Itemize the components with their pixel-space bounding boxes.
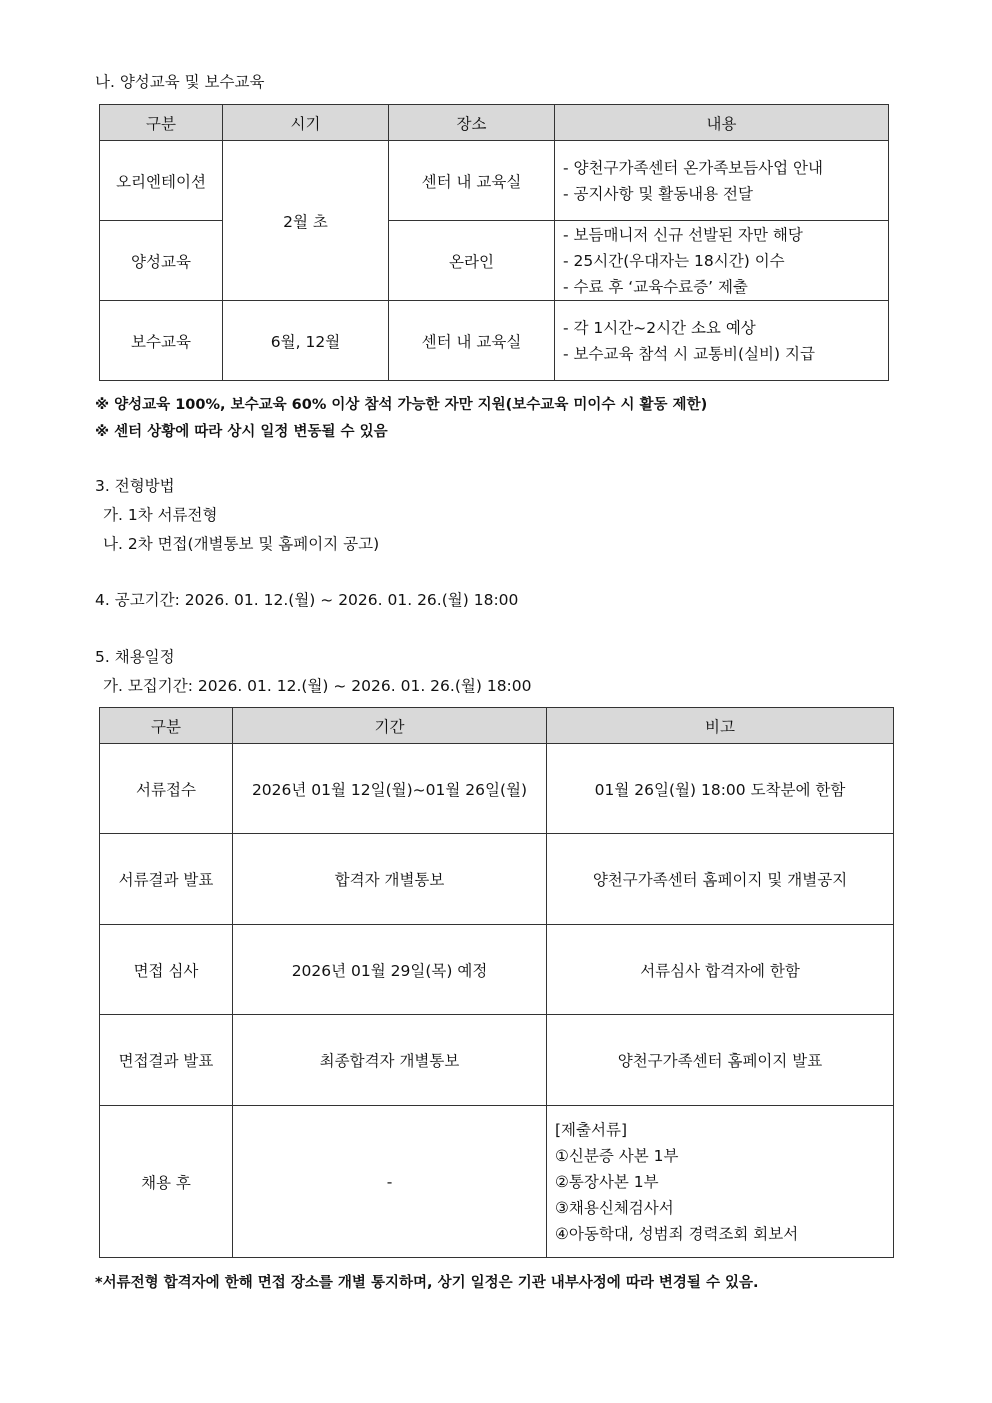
section-title: 4. 공고기간: 2026. 01. 12.(월) ~ 2026. 01. 26.(월) 18:00 [95,591,519,609]
content-line: - 각 1시간~2시간 소요 예상 [563,318,756,337]
place-cell: 온라인 [389,221,555,301]
note-line: ※ 양성교육 100%, 보수교육 60% 이상 참석 가능한 자만 지원(보수교육 미이수 시 활동 제한) [95,397,708,413]
category-cell: 면접결과 발표 [100,1015,233,1106]
table-row [100,744,894,834]
content-line: - 25시간(우대자는 18시간) 이수 [563,251,785,270]
remark-cell: 양천구가족센터 홈페이지 발표 [547,1015,894,1106]
content-line: - 양천구가족센터 온가족보듬사업 안내 [563,158,823,177]
table-row [100,1106,894,1258]
content-cell [555,221,889,301]
table-header: 비고 [547,708,894,744]
table-row [100,834,894,925]
category-cell: 면접 심사 [100,925,233,1015]
category-cell: 양성교육 [100,221,223,301]
category-cell: 오리엔테이션 [100,141,223,221]
table-row [100,141,889,221]
section-title: 5. 채용일정 [95,648,175,666]
period-cell: - [233,1106,547,1258]
note-line: ※ 센터 상황에 따라 상시 일정 변동될 수 있음 [95,424,388,440]
remark-line: ②통장사본 1부 [555,1172,659,1191]
timing-cell: 2월 초 [223,141,389,301]
content-cell [555,301,889,381]
period-cell: 최종합격자 개별통보 [233,1015,547,1106]
footer-note: *서류전형 합격자에 한해 면접 장소를 개별 통지하며, 상기 일정은 기관 내부사정에 따라 변경될 수 있음. [95,1275,759,1291]
education-table [99,104,889,381]
table-header: 장소 [389,105,555,141]
table-header: 구분 [100,105,223,141]
section-subtitle: 가. 모집기간: 2026. 01. 12.(월) ~ 2026. 01. 26.(월) 18:00 [103,677,532,695]
table-header: 구분 [100,708,233,744]
schedule-table [99,707,894,1258]
period-cell: 합격자 개별통보 [233,834,547,925]
section-title: 나. 양성교육 및 보수교육 [95,73,265,91]
table-header: 시기 [223,105,389,141]
remark-cell: 양천구가족센터 홈페이지 및 개별공지 [547,834,894,925]
remark-cell: 서류심사 합격자에 한함 [547,925,894,1015]
table-row [100,221,889,301]
content-line: - 수료 후 ‘교육수료증’ 제출 [563,277,748,296]
place-cell: 센터 내 교육실 [389,141,555,221]
list-item: 나. 2차 면접(개별통보 및 홈페이지 공고) [103,535,380,553]
content-line: - 보수교육 참석 시 교통비(실비) 지급 [563,344,815,363]
list-item: 가. 1차 서류전형 [103,506,218,524]
period-cell: 2026년 01월 29일(목) 예정 [233,925,547,1015]
remark-line: ①신분증 사본 1부 [555,1146,679,1165]
category-cell: 보수교육 [100,301,223,381]
table-row [100,925,894,1015]
remark-line: ④아동학대, 성범죄 경력조회 회보서 [555,1224,799,1243]
table-header: 기간 [233,708,547,744]
content-cell [555,141,889,221]
category-cell: 채용 후 [100,1106,233,1258]
remark-line: [제출서류] [555,1120,627,1139]
table-header: 내용 [555,105,889,141]
timing-cell: 6월, 12월 [223,301,389,381]
section-title: 3. 전형방법 [95,477,175,495]
period-cell: 2026년 01월 12일(월)~01월 26일(월) [233,744,547,834]
content-line: - 공지사항 및 활동내용 전달 [563,184,754,203]
remark-cell [547,1106,894,1258]
remark-line: ③채용신체검사서 [555,1198,674,1217]
remark-cell: 01월 26일(월) 18:00 도착분에 한함 [547,744,894,834]
table-row [100,1015,894,1106]
table-row [100,301,889,381]
content-line: - 보듬매니저 신규 선발된 자만 해당 [563,225,803,244]
category-cell: 서류접수 [100,744,233,834]
category-cell: 서류결과 발표 [100,834,233,925]
place-cell: 센터 내 교육실 [389,301,555,381]
